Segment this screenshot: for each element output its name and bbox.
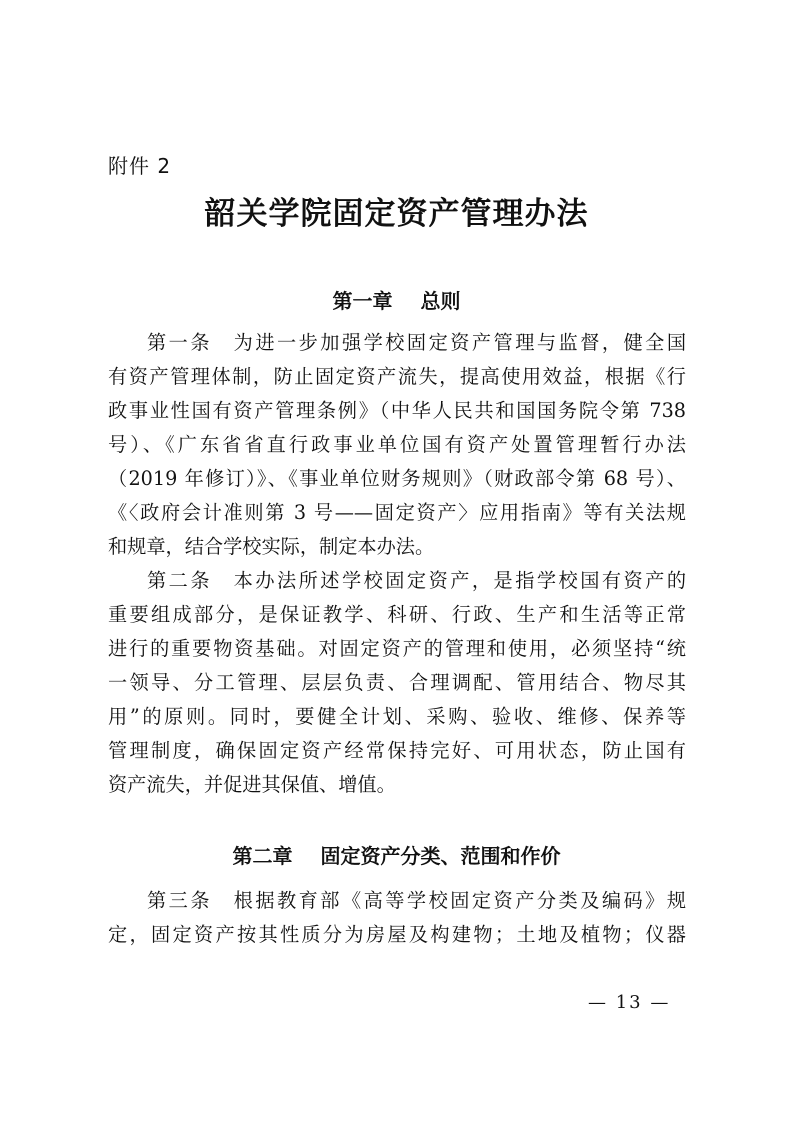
article-line: （2019 年修订）》、《事业单位财务规则》（财政部令第 68 号）、 bbox=[108, 467, 686, 490]
chapter-name: 总则 bbox=[420, 289, 461, 313]
article-line: 重要组成部分，是保证教学、科研、行政、生产和生活等正常 bbox=[108, 603, 686, 626]
article-3 bbox=[108, 884, 686, 952]
article-line: 和规章，结合学校实际，制定本办法。 bbox=[108, 535, 435, 558]
chapter-name: 固定资产分类、范围和作价 bbox=[320, 844, 561, 868]
article-line: 政事业性国有资产管理条例》（中华人民共和国国务院令第 738 bbox=[108, 399, 686, 422]
chapter-number: 第二章 bbox=[232, 844, 293, 868]
page-number: — 13 — bbox=[588, 992, 671, 1013]
article-line: 第三条 根据教育部《高等学校固定资产分类及编码》规 bbox=[147, 889, 687, 912]
article-line: 有资产管理体制，防止固定资产流失，提高使用效益，根据《行 bbox=[108, 365, 686, 388]
article-line: 资产流失，并促进其保值、增值。 bbox=[108, 773, 396, 796]
article-lead: 第二条 bbox=[147, 569, 212, 592]
article-1 bbox=[108, 326, 686, 564]
article-line: 用”的原则。同时，要健全计划、采购、验收、维修、保养等 bbox=[108, 705, 686, 728]
article-line: 号）、《广东省省直行政事业单位国有资产处置管理暂行办法 bbox=[108, 433, 686, 456]
article-line: 管理制度，确保固定资产经常保持完好、可用状态，防止国有 bbox=[108, 739, 686, 762]
article-line: 一领导、分工管理、层层负责、合理调配、管用结合、物尽其 bbox=[108, 671, 686, 694]
article-line: 第一条 为进一步加强学校固定资产管理与监督，健全国 bbox=[147, 331, 687, 354]
article-lead: 第三条 bbox=[147, 889, 212, 912]
attachment-label: 附件 2 bbox=[108, 154, 172, 178]
article-2 bbox=[108, 564, 686, 802]
article-line: 定，固定资产按其性质分为房屋及构建物；土地及植物；仪器 bbox=[108, 923, 686, 946]
chapter-number: 第一章 bbox=[332, 289, 393, 313]
article-line: 进行的重要物资基础。对固定资产的管理和使用，必须坚持“统 bbox=[108, 637, 686, 660]
chapter-heading-2 bbox=[0, 840, 793, 869]
article-line: 《〈政府会计准则第 3 号——固定资产〉应用指南》等有关法规 bbox=[108, 501, 686, 524]
article-lead: 第一条 bbox=[147, 331, 212, 354]
article-line: 第二条 本办法所述学校固定资产，是指学校国有资产的 bbox=[147, 569, 687, 592]
document-title: 韶关学院固定资产管理办法 bbox=[204, 196, 589, 232]
chapter-heading-1 bbox=[0, 285, 793, 314]
